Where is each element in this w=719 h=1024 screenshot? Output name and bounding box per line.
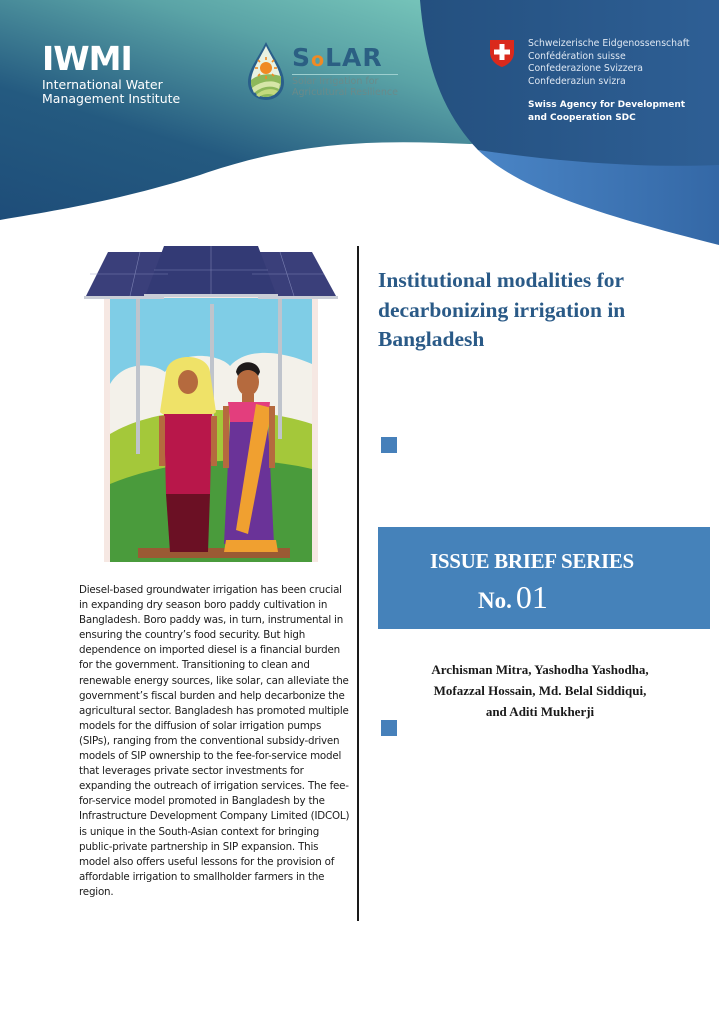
iwmi-name [42,78,180,106]
iwmi-logo [42,39,181,106]
author-line: Mofazzal Hossain, Md. Belal Siddiqui, [433,683,647,698]
iwmi-wordmark: IWMI [42,39,132,78]
series-number-prefix: No. [478,588,512,613]
iwmi-name-line: Management Institute [42,91,181,106]
solar-logo [246,40,398,102]
author-line: Archisman Mitra, Yashodha Yashodha, [431,662,649,677]
title-line: Bangladesh [378,327,485,351]
title-line: decarbonizing irrigation in [378,297,626,322]
sdc-language-line: Confédération suisse [528,50,626,62]
sdc-language-line: Confederazione Svizzera [528,63,643,75]
sdc-language-line: Schweizerische Eidgenossenschaft [528,38,690,49]
series-label: ISSUE BRIEF SERIES [430,549,634,573]
solar-tagline-line: Agricultural Resilience [292,86,398,98]
author-list [380,659,700,722]
sdc-agency-line: and Cooperation SDC [528,112,636,123]
series-number [478,579,548,616]
solar-tagline [292,76,398,98]
water-drop-sun-icon [246,40,286,102]
decorative-square-icon [381,720,397,736]
column-divider [357,246,359,921]
sdc-agency-name [528,99,690,124]
iwmi-name-line: International Water [42,77,163,92]
sdc-agency-line: Swiss Agency for Development [528,100,686,111]
title-line: Institutional modalities for [378,268,625,292]
solar-wordmark: SoLAR [292,45,398,75]
series-number-value: 01 [515,579,548,615]
document-title [378,266,698,355]
swiss-shield-icon [489,38,515,68]
decorative-square-icon [381,437,397,453]
issue-brief-series-box [378,527,710,629]
abstract-text: Diesel-based groundwater irrigation has been crucial in expanding dry season boro paddy cultivation in Bangladesh. Boro paddy was, in turn, instrumental in ensuring the country’s food security. But high dependence on imported diesel is a financial burden for the government. Transitioning to clean and renewable energy sources, like solar, can alleviate the government’s fiscal burden and help decarbonize the agricultural sector. Bangladesh has promoted multiple models for the diffusion of solar irrigation pumps (SIPs), ranging from the conventional subsidy-driven models of SIP ownership to the fee-for-service model that leverages private sector investments for expanding the outreach of irrigation services. The fee-for-service model promoted in Bangladesh by the Infrastructure Development Company Limited (IDCOL) is unique in the South-Asian context for bringing public-private partnership in SIP expansion. This model also offers useful lessons for the provision of affordable irrigation to smallholder farmers in the region. [79,584,350,898]
author-line: and Aditi Mukherji [485,704,595,719]
solar-tagline-line: Solar Irrigation for [292,75,379,87]
sdc-logo [489,38,690,125]
sdc-language-line: Confederaziun svizra [528,75,626,87]
solar-shelter-illustration [80,244,340,564]
